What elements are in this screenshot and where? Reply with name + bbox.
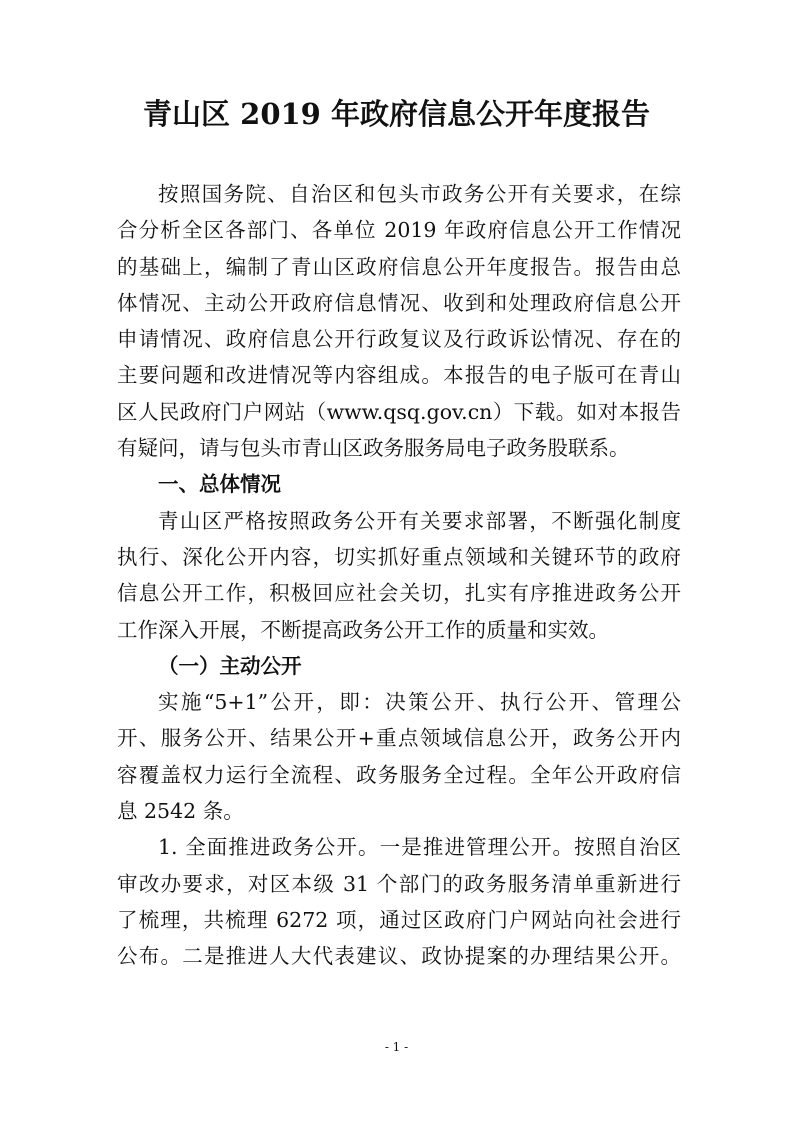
paragraph-line: 体情况、主动公开政府信息情况、收到和处理政府信息公开 <box>117 290 681 315</box>
paragraph-line: 审改办要求，对区本级 31 个部门的政务服务清单重新进行 <box>117 871 681 896</box>
page-title: 青山区 2019 年政府信息公开年度报告 <box>143 97 650 131</box>
paragraph-line: 申请情况、政府信息公开行政复议及行政诉讼情况、存在的 <box>117 327 681 352</box>
paragraph-line: 信息公开工作，积极回应社会关切，扎实有序推进政务公开 <box>117 581 681 606</box>
paragraph-line: 按照国务院、自治区和包头市政务公开有关要求，在综 <box>158 182 681 206</box>
paragraph-line: 青山区严格按照政务公开有关要求部署，不断强化制度 <box>158 508 681 533</box>
paragraph-line: 有疑问，请与包头市青山区政务服务局电子政务股联系。 <box>117 436 630 461</box>
paragraph-line: 了梳理，共梳理 6272 项，通过区政府门户网站向社会进行 <box>117 907 681 932</box>
section-heading: 一、总体情况 <box>158 472 281 497</box>
paragraph-line: 区人民政府门户网站（www.qsq.gov.cn）下载。如对本报告 <box>117 399 681 424</box>
document-body <box>117 176 681 975</box>
paragraph-line: 主要问题和改进情况等内容组成。本报告的电子版可在青山 <box>117 363 681 388</box>
paragraph-line: 执行、深化公开内容，切实抓好重点领域和关键环节的政府 <box>117 544 681 569</box>
paragraph-line: 开、服务公开、结果公开+重点领域信息公开，政务公开内 <box>117 726 681 751</box>
page-number: - 1 - <box>384 1040 409 1054</box>
subsection-heading: （一）主动公开 <box>158 653 302 678</box>
paragraph-line: 合分析全区各部门、各单位 2019 年政府信息公开工作情况 <box>117 218 681 243</box>
paragraph-line: 容覆盖权力运行全流程、政务服务全过程。全年公开政府信 <box>117 762 681 787</box>
paragraph-line: 实施“5+1”公开，即：决策公开、执行公开、管理公 <box>158 690 681 715</box>
paragraph-line: 1. 全面推进政务公开。一是推进管理公开。按照自治区 <box>158 835 681 860</box>
paragraph-line: 公布。二是推进人大代表建议、政协提案的办理结果公开。 <box>117 944 681 969</box>
paragraph-line: 的基础上，编制了青山区政府信息公开年度报告。报告由总 <box>117 254 681 279</box>
paragraph-line: 工作深入开展，不断提高政务公开工作的质量和实效。 <box>117 617 609 642</box>
paragraph-line: 息 2542 条。 <box>117 799 244 824</box>
